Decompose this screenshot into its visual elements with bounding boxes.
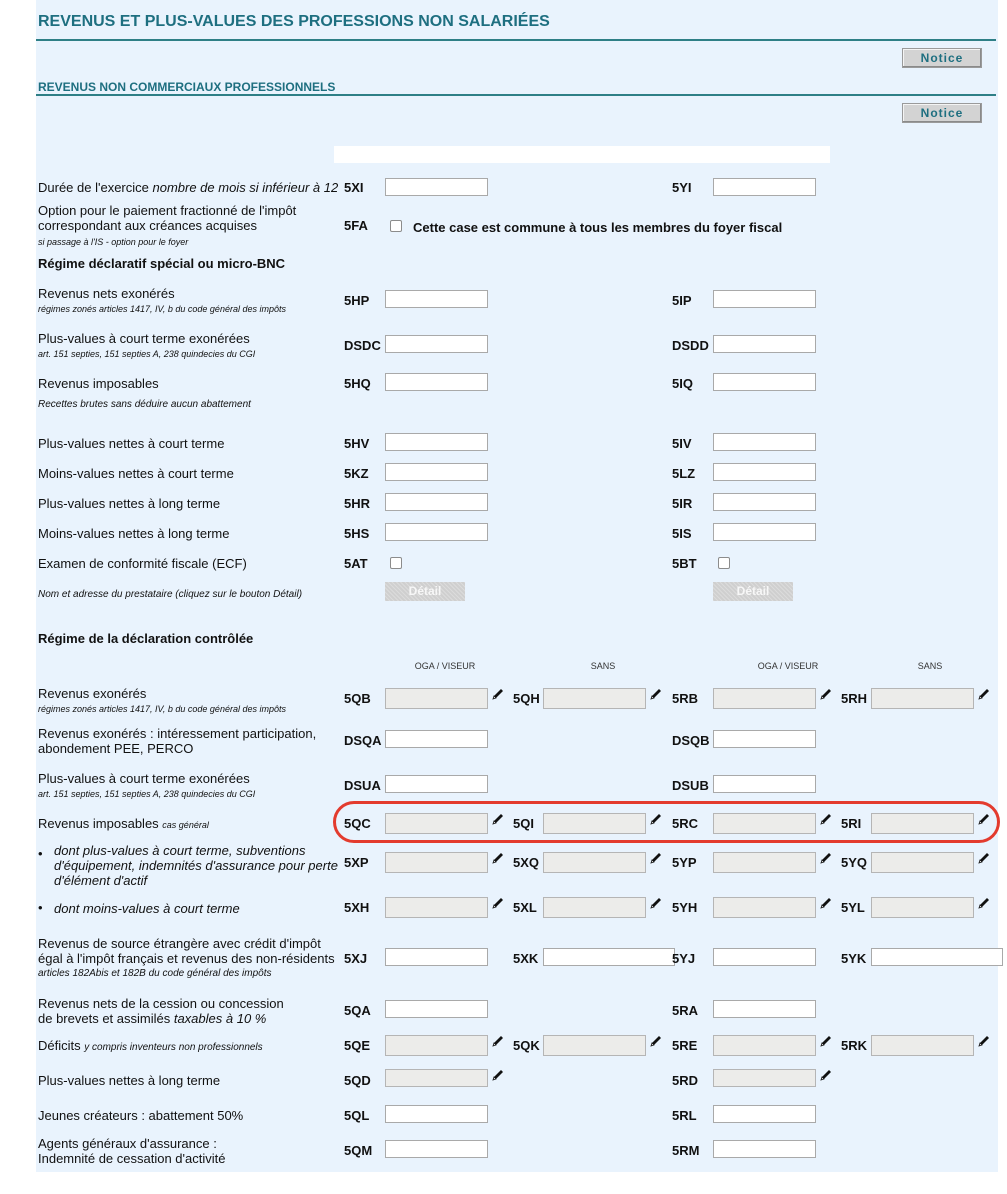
pencil-icon[interactable]: [977, 896, 991, 910]
input-5yk[interactable]: [871, 948, 1003, 966]
code-5qi: 5QI: [513, 816, 534, 831]
code-5hr: 5HR: [344, 496, 371, 511]
input-dsdd[interactable]: [713, 335, 816, 353]
code-5yj: 5YJ: [672, 951, 696, 966]
input-5rd[interactable]: [713, 1069, 816, 1087]
code-5ir: 5IR: [672, 496, 693, 511]
code-5xp: 5XP: [344, 855, 369, 870]
blank-bar: [334, 146, 830, 163]
pencil-icon[interactable]: [491, 812, 505, 826]
code-5ql: 5QL: [344, 1108, 370, 1123]
input-5rm[interactable]: [713, 1140, 816, 1158]
regime-special-heading: Régime déclaratif spécial ou micro-BNC: [38, 256, 286, 271]
input-5qk[interactable]: [543, 1035, 646, 1056]
input-5hq[interactable]: [385, 373, 488, 391]
input-5qb[interactable]: [385, 688, 488, 709]
input-5rb[interactable]: [713, 688, 816, 709]
code-5re: 5RE: [672, 1038, 698, 1053]
input-5yp[interactable]: [713, 852, 816, 873]
col-head-oga-1: OGA / VISEUR: [414, 661, 476, 671]
input-5iq[interactable]: [713, 373, 816, 391]
option-label-2: correspondant aux créances acquises: [38, 218, 257, 233]
checkbox-5fa[interactable]: [390, 220, 402, 232]
code-5xh: 5XH: [344, 900, 370, 915]
code-5hv: 5HV: [344, 436, 370, 451]
code-5iq: 5IQ: [672, 376, 693, 391]
code-dsqb: DSQB: [672, 733, 710, 748]
input-5yi[interactable]: [713, 178, 816, 196]
pencil-icon[interactable]: [491, 1068, 505, 1082]
duree-label: Durée de l'exercice nombre de mois si inférieur à 12: [38, 180, 339, 195]
input-5hp[interactable]: [385, 290, 488, 308]
jeunes-label: Jeunes créateurs : abattement 50%: [38, 1108, 244, 1123]
option-label-1: Option pour le paiement fractionné de l'impôt: [38, 203, 297, 218]
rev-etranger-label-1: Revenus de source étrangère avec crédit d'impôt: [38, 936, 321, 951]
input-5lz[interactable]: [713, 463, 816, 481]
input-5qd[interactable]: [385, 1069, 488, 1087]
pencil-icon[interactable]: [491, 896, 505, 910]
code-5qb: 5QB: [344, 691, 371, 706]
code-5xi: 5XI: [344, 180, 364, 195]
code-5kz: 5KZ: [344, 466, 369, 481]
input-5ra[interactable]: [713, 1000, 816, 1018]
code-5qk: 5QK: [513, 1038, 540, 1053]
pencil-icon[interactable]: [491, 851, 505, 865]
rev-imp-general-label: Revenus imposables cas général: [38, 816, 209, 831]
pencil-icon[interactable]: [649, 896, 663, 910]
input-dsub[interactable]: [713, 775, 816, 793]
title-divider: [36, 39, 996, 41]
section-notice-button[interactable]: Notice: [902, 103, 982, 123]
code-5rk: 5RK: [841, 1038, 868, 1053]
code-dsub: DSUB: [672, 778, 709, 793]
col-head-sans-1: SANS: [590, 661, 616, 671]
pv-nettes-lt-label: Plus-values nettes à long terme: [38, 496, 221, 511]
code-5iv: 5IV: [672, 436, 692, 451]
code-5bt: 5BT: [672, 556, 697, 571]
pencil-icon[interactable]: [819, 851, 833, 865]
input-5qi[interactable]: [543, 813, 646, 834]
pv-ct-exo-note: art. 151 septies, 151 septies A, 238 quindecies du CGI: [38, 349, 256, 359]
code-5yp: 5YP: [672, 855, 697, 870]
brevets-label-2: de brevets et assimilés taxables à 10 %: [38, 1011, 267, 1026]
rev-nets-exo-note: régimes zonés articles 1417, IV, b du code général des impôts: [38, 304, 286, 314]
pencil-icon[interactable]: [977, 687, 991, 701]
input-5qe[interactable]: [385, 1035, 488, 1056]
section-divider: [36, 94, 996, 96]
rev-exo-interess-label-2: abondement PEE, PERCO: [38, 741, 194, 756]
code-5xl: 5XL: [513, 900, 537, 915]
col-head-oga-2: OGA / VISEUR: [757, 661, 819, 671]
pencil-icon[interactable]: [491, 1034, 505, 1048]
mv-nettes-lt-label: Moins-values nettes à long terme: [38, 526, 230, 541]
rev-imposables-note: Recettes brutes sans déduire aucun abattement: [38, 399, 251, 410]
pencil-icon[interactable]: [977, 812, 991, 826]
pv-ct-exo2-note: art. 151 septies, 151 septies A, 238 quindecies du CGI: [38, 789, 256, 799]
code-5yl: 5YL: [841, 900, 865, 915]
input-5yh[interactable]: [713, 897, 816, 918]
input-5ip[interactable]: [713, 290, 816, 308]
code-5hp: 5HP: [344, 293, 370, 308]
input-5xh[interactable]: [385, 897, 488, 918]
code-5xq: 5XQ: [513, 855, 540, 870]
input-5rk[interactable]: [871, 1035, 974, 1056]
code-5qh: 5QH: [513, 691, 540, 706]
input-5ri[interactable]: [871, 813, 974, 834]
input-5yq[interactable]: [871, 852, 974, 873]
pencil-icon[interactable]: [819, 1034, 833, 1048]
input-5xi[interactable]: [385, 178, 488, 196]
input-5qh[interactable]: [543, 688, 646, 709]
pencil-icon[interactable]: [491, 687, 505, 701]
page-title: REVENUS ET PLUS-VALUES DES PROFESSIONS NON SALARIÉES: [38, 13, 550, 30]
pencil-icon[interactable]: [649, 687, 663, 701]
prestataire-label: Nom et adresse du prestataire (cliquez sur le bouton Détail): [38, 589, 303, 600]
input-5kz[interactable]: [385, 463, 488, 481]
pv-ct-exo2-label: Plus-values à court terme exonérées: [38, 771, 250, 786]
input-5hv[interactable]: [385, 433, 488, 451]
detail-button-1[interactable]: Détail: [385, 582, 465, 601]
input-5xp[interactable]: [385, 852, 488, 873]
code-5yq: 5YQ: [841, 855, 868, 870]
code-5rm: 5RM: [672, 1143, 700, 1158]
deficits-label: Déficits y compris inventeurs non professionnels: [38, 1038, 263, 1053]
code-5yi: 5YI: [672, 180, 692, 195]
dont-pv-ct-label-2: d'équipement, indemnités d'assurance pour perte: [54, 858, 338, 873]
code-dsdd: DSDD: [672, 338, 709, 353]
input-5hs[interactable]: [385, 523, 488, 541]
code-5yk: 5YK: [841, 951, 867, 966]
input-5qm[interactable]: [385, 1140, 488, 1158]
code-5qm: 5QM: [344, 1143, 373, 1158]
checkbox-5bt[interactable]: [718, 557, 730, 569]
pencil-icon[interactable]: [819, 1068, 833, 1082]
checkbox-5fa-text: Cette case est commune à tous les membres du foyer fiscal: [413, 220, 783, 235]
code-5ip: 5IP: [672, 293, 692, 308]
input-dsdc[interactable]: [385, 335, 488, 353]
input-5ir[interactable]: [713, 493, 816, 511]
code-5qa: 5QA: [344, 1003, 371, 1018]
input-5xj[interactable]: [385, 948, 488, 966]
notice-button[interactable]: Notice: [902, 48, 982, 68]
code-5hq: 5HQ: [344, 376, 371, 391]
rev-exo-note: régimes zonés articles 1417, IV, b du code général des impôts: [38, 704, 286, 714]
pencil-icon[interactable]: [977, 1034, 991, 1048]
input-5xk[interactable]: [543, 948, 675, 966]
pencil-icon[interactable]: [649, 1034, 663, 1048]
code-5is: 5IS: [672, 526, 692, 541]
bullet-1: •: [38, 846, 43, 861]
code-dsua: DSUA: [344, 778, 381, 793]
rev-exo-label: Revenus exonérés: [38, 686, 147, 701]
pencil-icon[interactable]: [819, 896, 833, 910]
input-5rc[interactable]: [713, 813, 816, 834]
code-5rl: 5RL: [672, 1108, 697, 1123]
input-5is[interactable]: [713, 523, 816, 541]
input-5rl[interactable]: [713, 1105, 816, 1123]
agents-label-1: Agents généraux d'assurance :: [38, 1136, 217, 1151]
input-5iv[interactable]: [713, 433, 816, 451]
detail-button-2[interactable]: Détail: [713, 582, 793, 601]
dont-pv-ct-label-1: dont plus-values à court terme, subventions: [54, 843, 306, 858]
input-5re[interactable]: [713, 1035, 816, 1056]
input-5qa[interactable]: [385, 1000, 488, 1018]
code-5at: 5AT: [344, 556, 368, 571]
code-5rb: 5RB: [672, 691, 699, 706]
code-5rc: 5RC: [672, 816, 699, 831]
pencil-icon[interactable]: [977, 851, 991, 865]
agents-label-2: Indemnité de cessation d'activité: [38, 1151, 226, 1166]
rev-imposables-label: Revenus imposables: [38, 376, 159, 391]
input-dsua[interactable]: [385, 775, 488, 793]
col-head-sans-2: SANS: [917, 661, 943, 671]
pv-ct-exo-label: Plus-values à court terme exonérées: [38, 331, 250, 346]
rev-etranger-label-2: égal à l'impôt français et revenus des non-résidents: [38, 951, 335, 966]
input-5ql[interactable]: [385, 1105, 488, 1123]
code-5fa: 5FA: [344, 218, 368, 233]
dont-mv-ct-label: dont moins-values à court terme: [54, 901, 240, 916]
code-5xj: 5XJ: [344, 951, 368, 966]
input-dsqb[interactable]: [713, 730, 816, 748]
code-5qc: 5QC: [344, 816, 371, 831]
code-5xk: 5XK: [513, 951, 539, 966]
code-5hs: 5HS: [344, 526, 370, 541]
input-5hr[interactable]: [385, 493, 488, 511]
input-5yl[interactable]: [871, 897, 974, 918]
ecf-label: Examen de conformité fiscale (ECF): [38, 556, 247, 571]
code-5ri: 5RI: [841, 816, 862, 831]
code-dsqa: DSQA: [344, 733, 382, 748]
input-5yj[interactable]: [713, 948, 816, 966]
input-dsqa[interactable]: [385, 730, 488, 748]
rev-etranger-note: articles 182Abis et 182B du code général des impôts: [38, 968, 272, 979]
bullet-2: •: [38, 900, 43, 915]
code-5ra: 5RA: [672, 1003, 699, 1018]
section-title: REVENUS NON COMMERCIAUX PROFESSIONNELS: [38, 80, 336, 94]
pencil-icon[interactable]: [819, 812, 833, 826]
pencil-icon[interactable]: [649, 812, 663, 826]
rev-nets-exo-label: Revenus nets exonérés: [38, 286, 175, 301]
input-5xq[interactable]: [543, 852, 646, 873]
code-5yh: 5YH: [672, 900, 698, 915]
regime-controle-heading: Régime de la déclaration contrôlée: [38, 631, 254, 646]
rev-exo-interess-label-1: Revenus exonérés : intéressement participation,: [38, 726, 317, 741]
code-dsdc: DSDC: [344, 338, 381, 353]
input-5qc[interactable]: [385, 813, 488, 834]
code-5rd: 5RD: [672, 1073, 699, 1088]
option-note: si passage à l'IS - option pour le foyer: [38, 237, 189, 247]
code-5rh: 5RH: [841, 691, 868, 706]
pv-nettes-ct-label: Plus-values nettes à court terme: [38, 436, 225, 451]
code-5lz: 5LZ: [672, 466, 696, 481]
pencil-icon[interactable]: [649, 851, 663, 865]
code-5qe: 5QE: [344, 1038, 371, 1053]
input-5rh[interactable]: [871, 688, 974, 709]
pv-lt-label: Plus-values nettes à long terme: [38, 1073, 221, 1088]
mv-nettes-ct-label: Moins-values nettes à court terme: [38, 466, 234, 481]
brevets-label-1: Revenus nets de la cession ou concession: [38, 996, 284, 1011]
pencil-icon[interactable]: [819, 687, 833, 701]
dont-pv-ct-label-3: d'élément d'actif: [54, 873, 148, 888]
input-5xl[interactable]: [543, 897, 646, 918]
code-5qd: 5QD: [344, 1073, 371, 1088]
checkbox-5at[interactable]: [390, 557, 402, 569]
